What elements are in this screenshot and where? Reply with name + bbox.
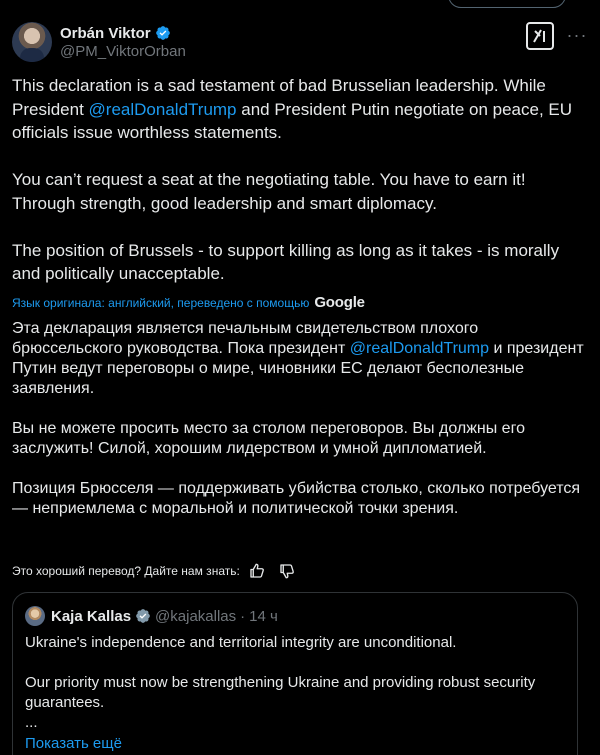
- grok-button[interactable]: [526, 22, 554, 50]
- author-name-row: [60, 25, 186, 42]
- author-handle[interactable]: @PM_ViktorOrban: [60, 42, 186, 60]
- quote-ellipsis: ...: [25, 714, 38, 731]
- quote-handle: @kajakallas: [155, 607, 237, 625]
- quote-time: 14 ч: [249, 607, 278, 625]
- author-avatar[interactable]: [12, 22, 52, 62]
- quote-avatar: [25, 606, 45, 626]
- google-logo: Google: [314, 294, 365, 311]
- thumbs-up-icon[interactable]: [248, 562, 266, 580]
- quote-verified-badge-icon: [135, 608, 151, 624]
- author-display-name[interactable]: Orbán Viktor: [60, 24, 151, 42]
- translation-note[interactable]: [12, 294, 365, 311]
- tweet-paragraph-2: You can’t request a seat at the negotiating table. You have to earn it! Through strength, good leadership and smart diplomacy.: [12, 170, 526, 213]
- quoted-tweet[interactable]: [12, 592, 578, 755]
- translated-paragraph-2: Вы не можете просить место за столом переговоров. Вы должны его заслужить! Силой, хорошим лидерством и умной дипломатией.: [12, 420, 525, 457]
- translation-feedback: [12, 560, 296, 582]
- tweet-text: [12, 74, 590, 286]
- top-button-edge[interactable]: [448, 0, 566, 8]
- show-more-link[interactable]: Показать ещё: [25, 735, 122, 752]
- translated-mention-link[interactable]: @realDonaldTrump: [349, 340, 490, 357]
- more-icon: ···: [566, 24, 588, 45]
- grok-icon: [531, 27, 549, 45]
- verified-badge-icon: [155, 25, 171, 41]
- author-names: [60, 25, 186, 60]
- translated-paragraph-3: Позиция Брюсселя — поддерживать убийства столько, сколько потребуется — неприемлема с моральной и политической точки зрения.: [12, 480, 581, 517]
- translated-paragraph-1: Эта декларация является печальным свидетельством плохого брюссельского руководства. Пока президент @realDonaldTrump и президент Путин ведут переговоры о мире, чиновники ЕС делают бесполезные заявления.: [12, 320, 584, 397]
- translation-note-text: Язык оригинала: английский, переведено с помощью: [12, 295, 310, 310]
- thumbs-down-icon[interactable]: [278, 562, 296, 580]
- more-button[interactable]: [566, 24, 588, 46]
- quote-text: [25, 633, 565, 733]
- tweet-paragraph-1: This declaration is a sad testament of bad Brusselian leadership. While President @realDonaldTrump and President Putin negotiate on peace, EU officials issue worthless statements.: [12, 76, 573, 142]
- quote-separator: ·: [240, 607, 246, 625]
- feedback-prompt: Это хороший перевод? Дайте нам знать:: [12, 564, 240, 578]
- tweet-paragraph-3: The position of Brussels - to support killing as long as it takes - is morally and politically unacceptable.: [12, 240, 560, 283]
- quote-paragraph-1: Ukraine's independence and territorial integrity are unconditional.: [25, 634, 457, 651]
- tweet-header: [12, 20, 588, 64]
- translated-text: [12, 319, 590, 519]
- quote-header: [25, 605, 565, 627]
- quote-display-name: Kaja Kallas: [51, 607, 132, 625]
- mention-link[interactable]: @realDonaldTrump: [88, 99, 237, 119]
- quote-paragraph-2: Our priority must now be strengthening Ukraine and providing robust security guarantees.: [25, 674, 536, 711]
